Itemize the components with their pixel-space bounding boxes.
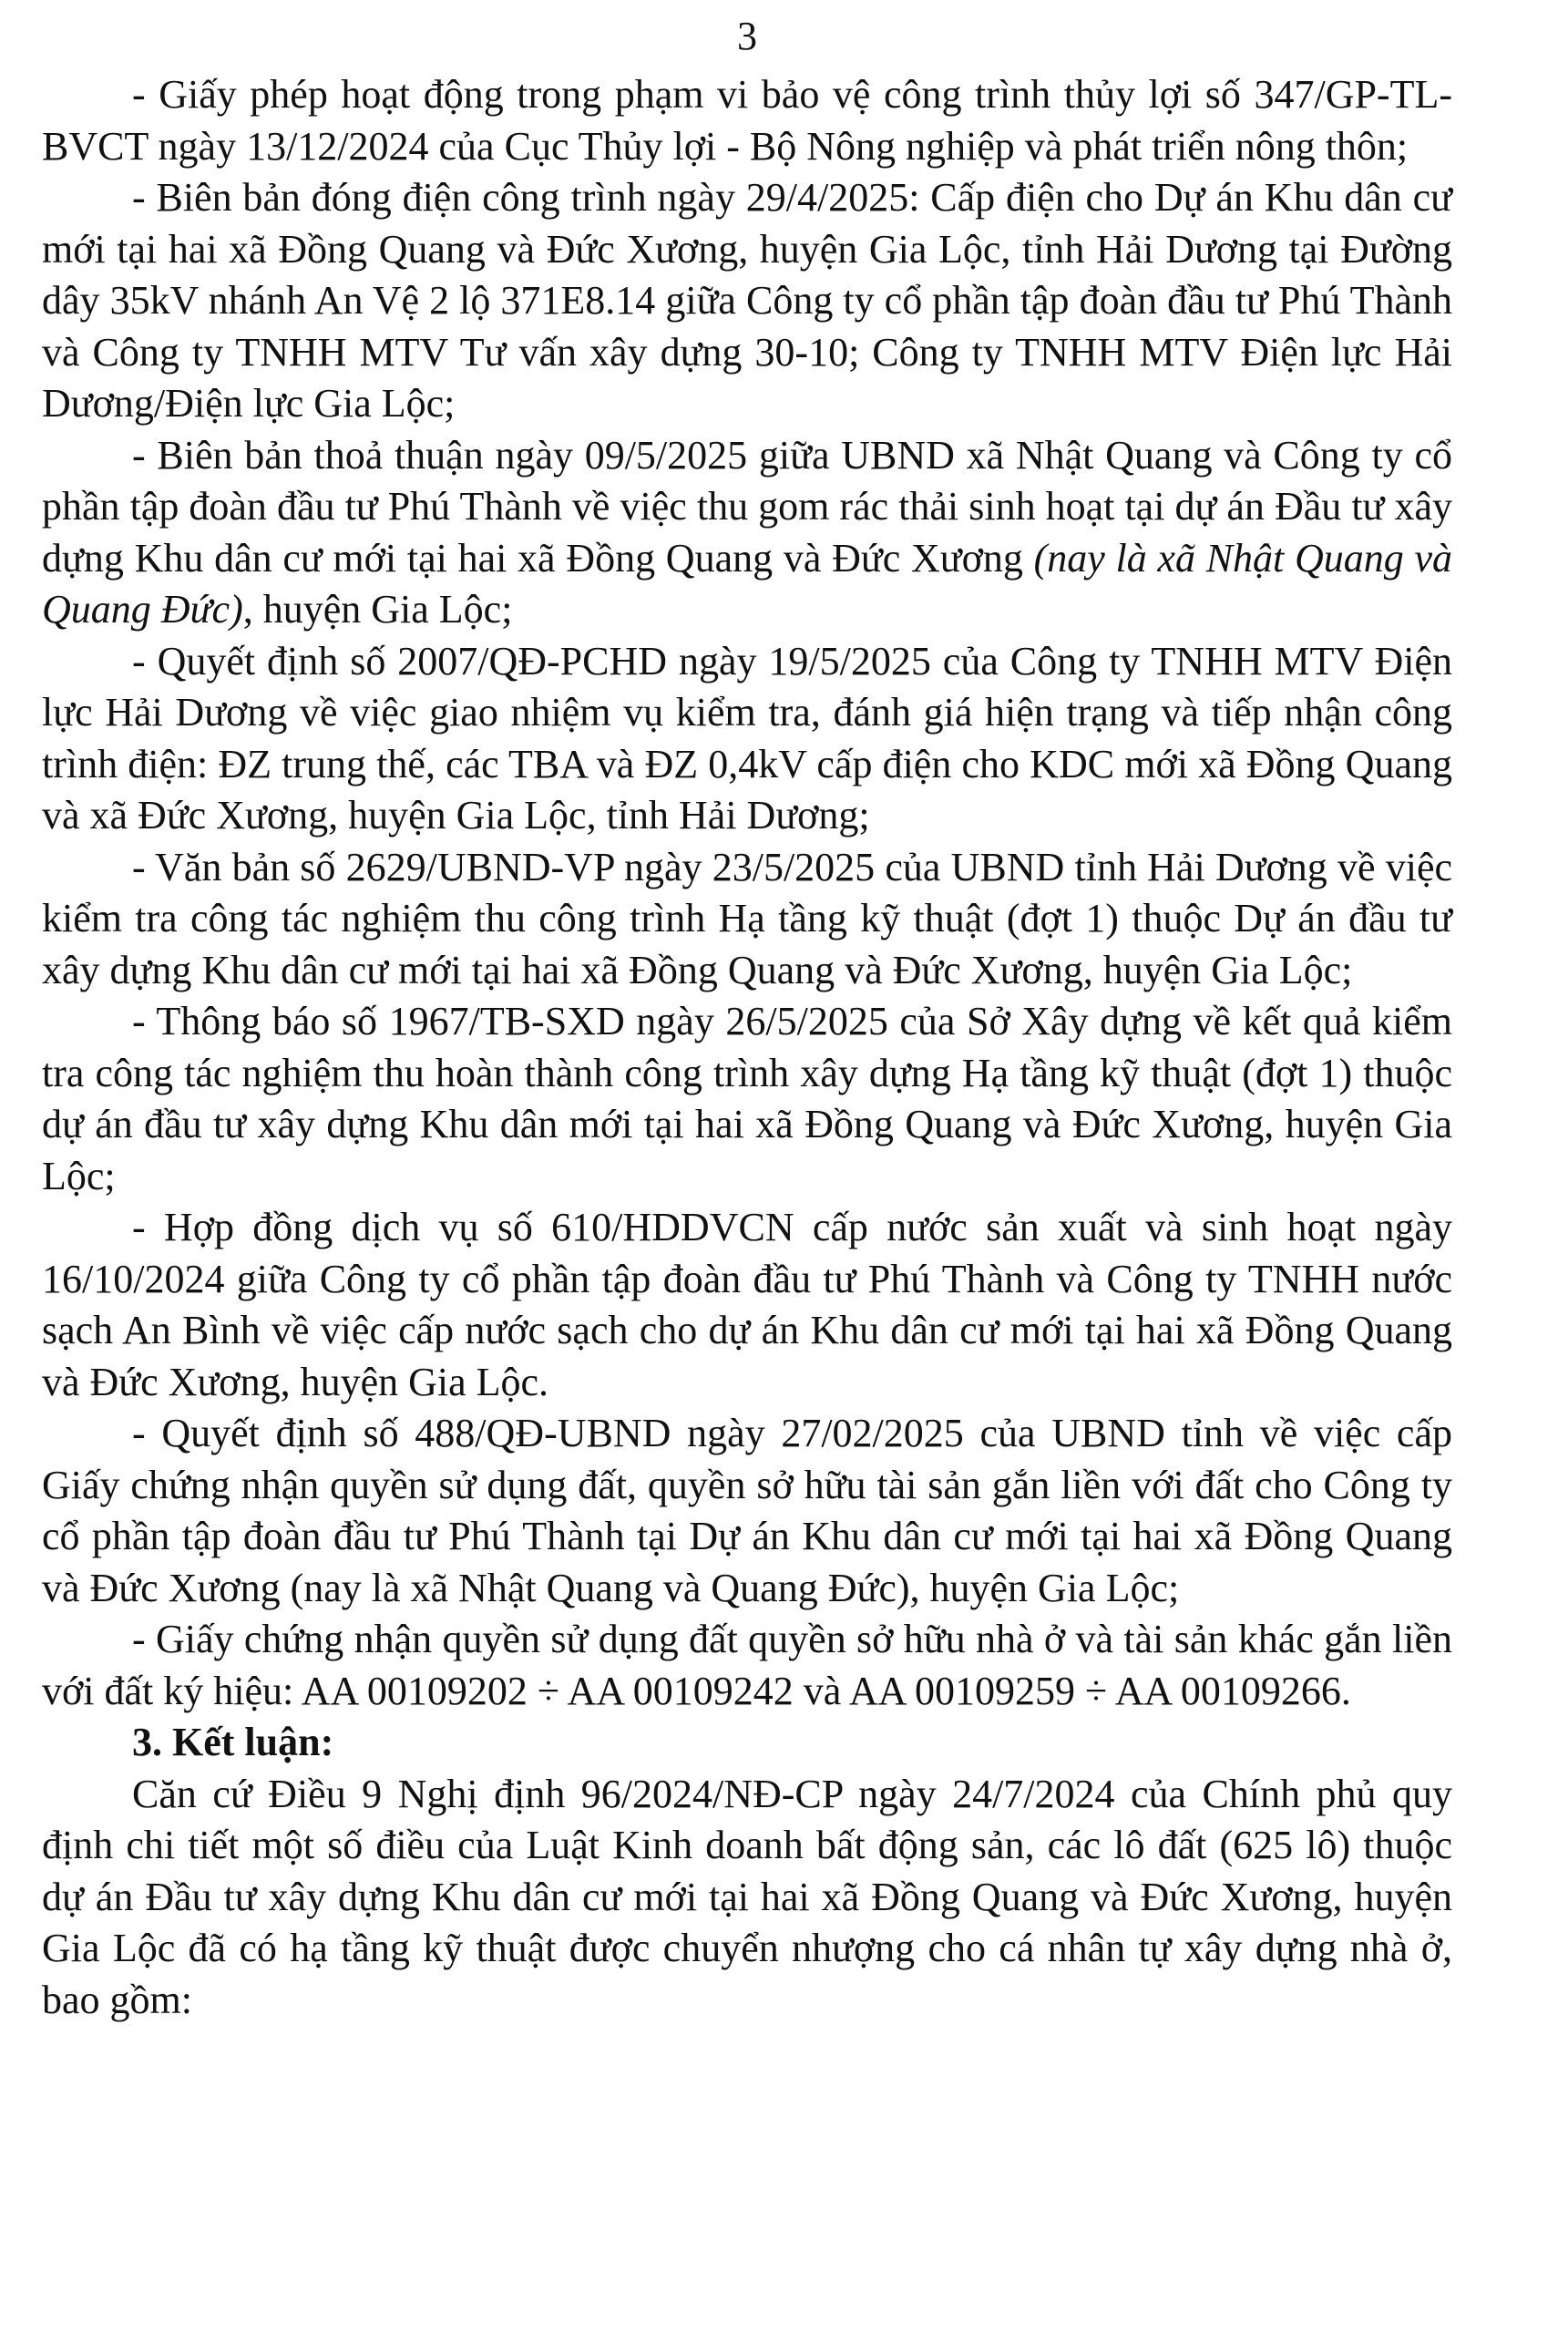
section-heading-conclusion: 3. Kết luận:: [132, 1720, 334, 1764]
paragraph-decision-2007: - Quyết định số 2007/QĐ-PCHD ngày 19/5/2025 của Công ty TNHH MTV Điện lực Hải Dương về việc giao nhiệm vụ kiểm tra, đánh giá hiện trạng và tiếp nhận công trình điện: ĐZ trung thế, các TBA và ĐZ 0,4kV cấp điện cho KDC mới xã Đồng Quang và xã Đức Xương, huyện Gia Lộc, tỉnh Hải Dương;: [42, 638, 1452, 838]
waste-agreement-italic-note: (nay là xã Nhật Quang và Quang Đức): [42, 535, 1452, 632]
paragraph-waste-agreement: [42, 430, 1452, 636]
waste-agreement-text-end: , huyện Gia Lộc;: [242, 587, 513, 632]
paragraph-water-permit: - Giấy phép hoạt động trong phạm vi bảo vệ công trình thủy lợi số 347/GP-TL-BVCT ngày 13/12/2024 của Cục Thủy lợi - Bộ Nông nghiệp và phát triển nông thôn;: [42, 72, 1452, 169]
paragraph-power-energizing-record: - Biên bản đóng điện công trình ngày 29/4/2025: Cấp điện cho Dự án Khu dân cư mới tại hai xã Đồng Quang và Đức Xương, huyện Gia Lộc, tỉnh Hải Dương tại Đường dây 35kV nhánh An Vệ 2 lộ 371E8.14 giữa Công ty cổ phần tập đoàn đầu tư Phú Thành và Công ty TNHH MTV Tư vấn xây dựng 30-10; Công ty TNHH MTV Điện lực Hải Dương/Điện lực Gia Lộc;: [42, 175, 1452, 426]
paragraph-document-2629: - Văn bản số 2629/UBND-VP ngày 23/5/2025 của UBND tỉnh Hải Dương về việc kiểm tra công tác nghiệm thu công trình Hạ tầng kỹ thuật (đợt 1) thuộc Dự án đầu tư xây dựng Khu dân cư mới tại hai xã Đồng Quang và Đức Xương, huyện Gia Lộc;: [42, 844, 1452, 992]
page-number: 3: [737, 14, 757, 58]
paragraph-water-contract: - Hợp đồng dịch vụ số 610/HDDVCN cấp nước sản xuất và sinh hoạt ngày 16/10/2024 giữa Công ty cổ phần tập đoàn đầu tư Phú Thành và Công ty TNHH nước sạch An Bình về việc cấp nước sạch cho dự án Khu dân cư mới tại hai xã Đồng Quang và Đức Xương, huyện Gia Lộc.: [42, 1205, 1452, 1404]
paragraph-conclusion: Căn cứ Điều 9 Nghị định 96/2024/NĐ-CP ngày 24/7/2024 của Chính phủ quy định chi tiết một số điều của Luật Kinh doanh bất động sản, các lô đất (625 lô) thuộc dự án Đầu tư xây dựng Khu dân cư mới tại hai xã Đồng Quang và Đức Xương, huyện Gia Lộc đã có hạ tầng kỹ thuật được chuyển nhượng cho cá nhân tự xây dựng nhà ở, bao gồm:: [42, 1771, 1452, 2022]
paragraph-land-certificates: - Giấy chứng nhận quyền sử dụng đất quyền sở hữu nhà ở và tài sản khác gắn liền với đất ký hiệu: AA 00109202 ÷ AA 00109242 và AA 00109259 ÷ AA 00109266.: [42, 1617, 1452, 1713]
paragraph-decision-488: - Quyết định số 488/QĐ-UBND ngày 27/02/2025 của UBND tỉnh về việc cấp Giấy chứng nhận quyền sử dụng đất, quyền sở hữu tài sản gắn liền với đất cho Công ty cổ phần tập đoàn đầu tư Phú Thành tại Dự án Khu dân cư mới tại hai xã Đồng Quang và Đức Xương (nay là xã Nhật Quang và Quang Đức), huyện Gia Lộc;: [42, 1411, 1452, 1610]
paragraph-notice-1967: - Thông báo số 1967/TB-SXD ngày 26/5/2025 của Sở Xây dựng về kết quả kiểm tra công tác nghiệm thu hoàn thành công trình xây dựng Hạ tầng kỹ thuật (đợt 1) thuộc dự án đầu tư xây dựng Khu dân mới tại hai xã Đồng Quang và Đức Xương, huyện Gia Lộc;: [42, 999, 1452, 1198]
document-page: [42, 9, 1452, 2026]
waste-agreement-text: - Biên bản thoả thuận ngày 09/5/2025 giữa UBND xã Nhật Quang và Công ty cổ phần tập đoàn đầu tư Phú Thành về việc thu gom rác thải sinh hoạt tại dự án Đầu tư xây dựng Khu dân cư mới tại hai xã Đồng Quang và Đức Xương: [42, 432, 1452, 581]
